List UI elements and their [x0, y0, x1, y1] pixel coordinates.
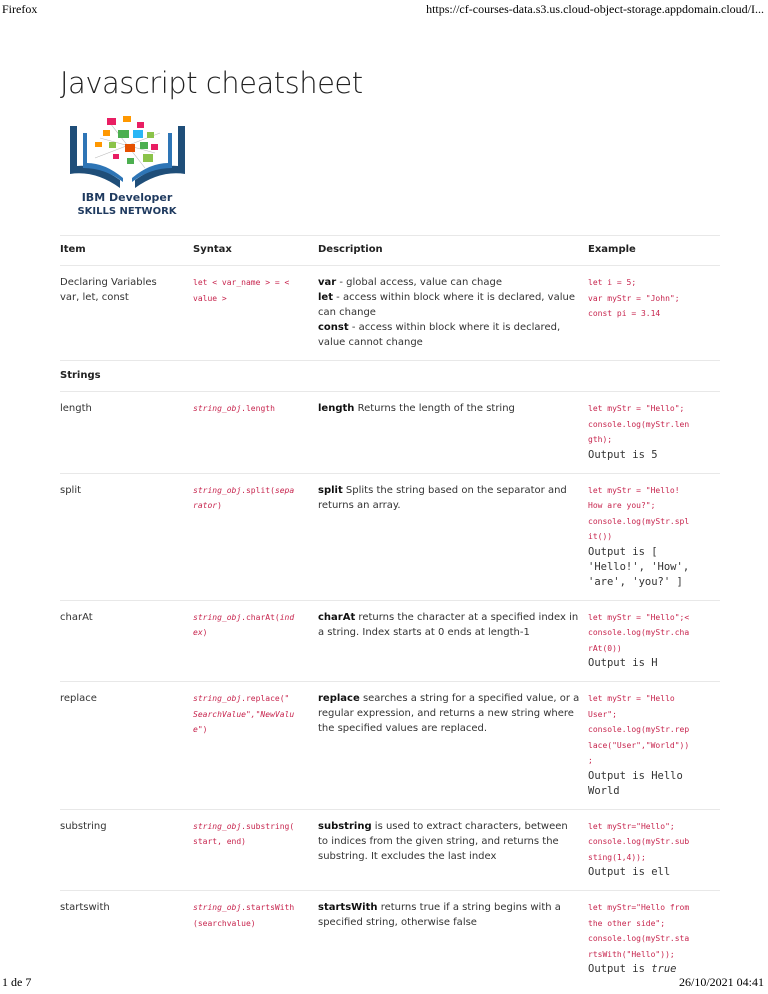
item-name: split	[60, 473, 193, 600]
example-line: console.log(myStr.charAt(0))	[588, 628, 690, 653]
syntax-cell	[193, 266, 318, 361]
example-output: Output is true	[588, 963, 677, 975]
example-output: Output is 5	[588, 448, 658, 461]
description-cell: startsWith returns true if a string begins with a specified string, otherwise false	[318, 891, 588, 988]
table-row-charAt	[60, 600, 720, 682]
page-url: https://cf-courses-data.s3.us.cloud-object-storage.appdomain.cloud/I...	[426, 2, 764, 16]
item-subname: var, let, const	[60, 292, 129, 303]
example-line: let myStr = "Hello User";	[588, 694, 675, 719]
description-cell: replace searches a string for a specified value, or a regular expression, and returns a new string where the specified values are replaced.	[318, 682, 588, 810]
example-cell	[588, 809, 720, 891]
cheatsheet-table	[60, 235, 720, 987]
column-header-description: Description	[318, 236, 588, 266]
table-row-length	[60, 392, 720, 474]
syntax-code: string_obj.startsWith(searchvalue)	[193, 903, 295, 928]
example-line: let myStr="Hello";	[588, 821, 675, 831]
item-name: Declaring Variables	[60, 277, 157, 288]
syntax-code: string_obj.substring(start, end)	[193, 821, 295, 846]
example-line: console.log(myStr.substing(1,4));	[588, 837, 690, 862]
section-heading: Strings	[60, 361, 720, 392]
example-line: console.log(myStr.split())	[588, 516, 690, 541]
table-row-replace	[60, 682, 720, 810]
example-line: let myStr="Hello from the other side";	[588, 903, 690, 928]
column-header-syntax: Syntax	[193, 236, 318, 266]
section-row	[60, 361, 720, 392]
example-line: let myStr = "Hello";	[588, 404, 685, 413]
description-part: let - access within block where it is declared, value can change	[318, 292, 575, 318]
print-datetime: 26/10/2021 04:41	[678, 975, 764, 989]
syntax-cell	[193, 473, 318, 600]
browser-name: Firefox	[2, 2, 38, 16]
page-number: 1 de 7	[2, 975, 32, 989]
example-line: console.log(myStr.startsWith("Hello"));	[588, 934, 690, 959]
syntax-cell	[193, 809, 318, 891]
example-cell	[588, 600, 720, 682]
example-cell	[588, 392, 720, 474]
table-row-split	[60, 473, 720, 600]
item-cell	[60, 266, 193, 361]
syntax-code: string_obj.length	[193, 404, 275, 413]
ibm-skills-network-logo	[65, 108, 190, 216]
syntax-code: let < var_name > = < value >	[193, 278, 290, 303]
svg-text:SKILLS NETWORK: SKILLS NETWORK	[77, 206, 177, 216]
example-line: console.log(myStr.length);	[588, 419, 690, 444]
example-line: let i = 5;	[588, 278, 637, 287]
example-line: let myStr = "Hello";<	[588, 612, 690, 622]
description-cell: substring is used to extract characters, between to indices from the given string, and returns the substring. It excludes the last index	[318, 809, 588, 891]
syntax-code: string_obj.replace("SearchValue","NewValue")	[193, 694, 295, 734]
item-name: charAt	[60, 600, 193, 682]
description-part: const - access within block where it is declared, value cannot change	[318, 322, 561, 348]
example-line: const pi = 3.14	[588, 309, 661, 318]
table-header	[60, 236, 720, 266]
item-name: replace	[60, 682, 193, 810]
example-line: var myStr = "John";	[588, 293, 680, 303]
syntax-cell	[193, 392, 318, 474]
example-cell	[588, 682, 720, 810]
item-name: startswith	[60, 891, 193, 988]
description-cell	[318, 266, 588, 361]
example-output: Output is Hello World	[588, 769, 683, 797]
description-cell: length Returns the length of the string	[318, 392, 588, 474]
example-line: console.log(myStr.replace("User","World"));	[588, 725, 690, 765]
svg-text:IBM Developer: IBM Developer	[81, 191, 173, 204]
column-header-example: Example	[588, 236, 720, 266]
table-row	[60, 266, 720, 361]
item-name: length	[60, 392, 193, 474]
syntax-cell	[193, 600, 318, 682]
syntax-code: string_obj.split(separator)	[193, 485, 295, 510]
example-output: Output is H	[588, 657, 658, 669]
description-cell: split Splits the string based on the separator and returns an array.	[318, 473, 588, 600]
column-header-item: Item	[60, 236, 193, 266]
description-part: var - global access, value can chage	[318, 277, 502, 288]
example-output: Output is ell	[588, 866, 671, 878]
table-row-startswith	[60, 891, 720, 988]
table-row-substring	[60, 809, 720, 891]
syntax-cell	[193, 891, 318, 988]
syntax-cell	[193, 682, 318, 810]
item-name: substring	[60, 809, 193, 891]
example-cell	[588, 473, 720, 600]
example-line: let myStr = "Hello! How are you?";	[588, 485, 680, 510]
page-title: Javascript cheatsheet	[60, 66, 363, 100]
syntax-code: string_obj.charAt(index)	[193, 612, 295, 637]
description-cell: charAt returns the character at a specified index in a string. Index starts at 0 ends at length-1	[318, 600, 588, 682]
example-cell	[588, 891, 720, 988]
example-output: Output is [ 'Hello!', 'How', 'are', 'you?' ]	[588, 545, 690, 588]
example-cell	[588, 266, 720, 361]
